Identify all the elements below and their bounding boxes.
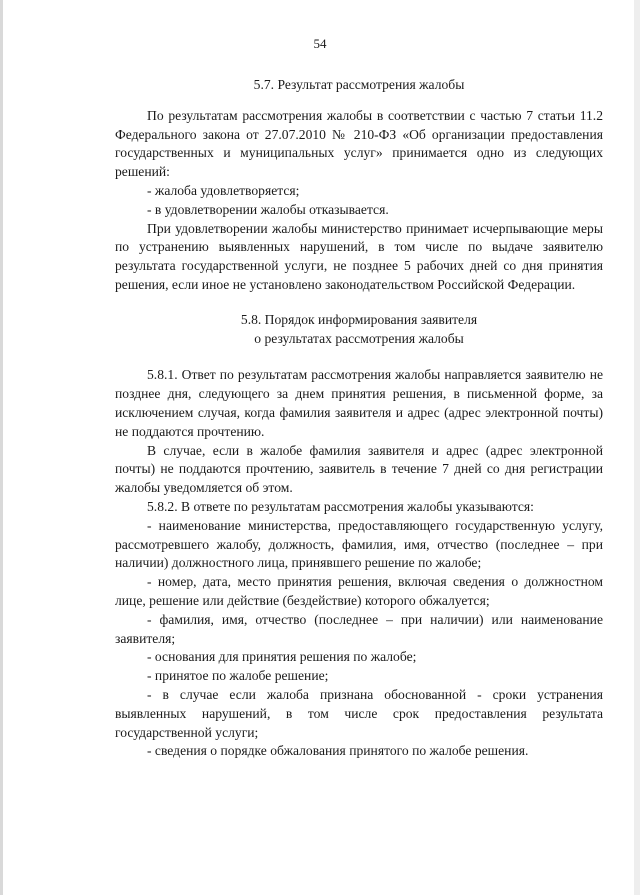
response-item: - в случае если жалоба признана обоснованной - сроки устранения выявленных нарушений, в том числе срок предоставления результата государственной услуги;: [115, 686, 603, 740]
page-number: 54: [313, 36, 327, 51]
section-5-7-measures: При удовлетворении жалобы министерство принимает исчерпывающие меры по устранению выявленных нарушений, в том числе по выдаче заявителю результата государственной услуги, не позднее 5 рабочих дней со дня принятия решения, если иное не установлено законодательством Российской Федерации.: [115, 220, 603, 292]
paragraph-5-8-1: 5.8.1. Ответ по результатам рассмотрения жалобы направляется заявителю не позднее дня, следующего за днем принятия решения, в письменной форме, за исключением случая, когда фамилия заявителя и адрес (адрес электронной почты) не поддаются прочтению.: [115, 367, 603, 439]
document-body: [115, 76, 603, 761]
response-item: - фамилия, имя, отчество (последнее – при наличии) или наименование заявителя;: [115, 611, 603, 646]
section-5-8-heading: [115, 311, 603, 349]
response-item: - принятое по жалобе решение;: [147, 668, 329, 684]
section-5-7-heading: 5.7. Результат рассмотрения жалобы: [253, 77, 465, 92]
decision-option: - жалоба удовлетворяется;: [147, 182, 300, 198]
decision-option: - в удовлетворении жалобы отказывается.: [147, 201, 389, 217]
paragraph-5-8-2: 5.8.2. В ответе по результатам рассмотрения жалобы указываются:: [147, 498, 534, 514]
paragraph-unreadable: В случае, если в жалобе фамилия заявителя и адрес (адрес электронной почты) не поддаются прочтению, заявитель в течение 7 дней со дня регистрации жалобы уведомляется об этом.: [115, 442, 603, 496]
response-item: - основания для принятия решения по жалобе;: [147, 649, 417, 665]
response-item: - номер, дата, место принятия решения, включая сведения о должностном лице, решение или действие (бездействие) которого обжалуется;: [115, 574, 603, 608]
scan-edge-right: [634, 0, 640, 895]
scan-edge-left: [0, 0, 3, 895]
section-5-8-heading-line1: 5.8. Порядок информирования заявителя: [240, 311, 478, 327]
section-5-7-intro: По результатам рассмотрения жалобы в соответствии с частью 7 статьи 11.2 Федерального закона от 27.07.2010 № 210-ФЗ «Об организации предоставления государственных и муниципальных услуг» принимается одно из следующих решений:: [115, 107, 603, 180]
section-5-8-heading-line2: о результатах рассмотрения жалобы: [254, 330, 464, 346]
response-item: - наименование министерства, предоставляющего государственную услугу, рассмотревшего жалобу, должность, фамилия, имя, отчество (последнее – при наличии) должностного лица, принявшего решение по жалобе;: [115, 517, 603, 571]
response-item: - сведения о порядке обжалования принятого по жалобе решения.: [147, 743, 529, 759]
